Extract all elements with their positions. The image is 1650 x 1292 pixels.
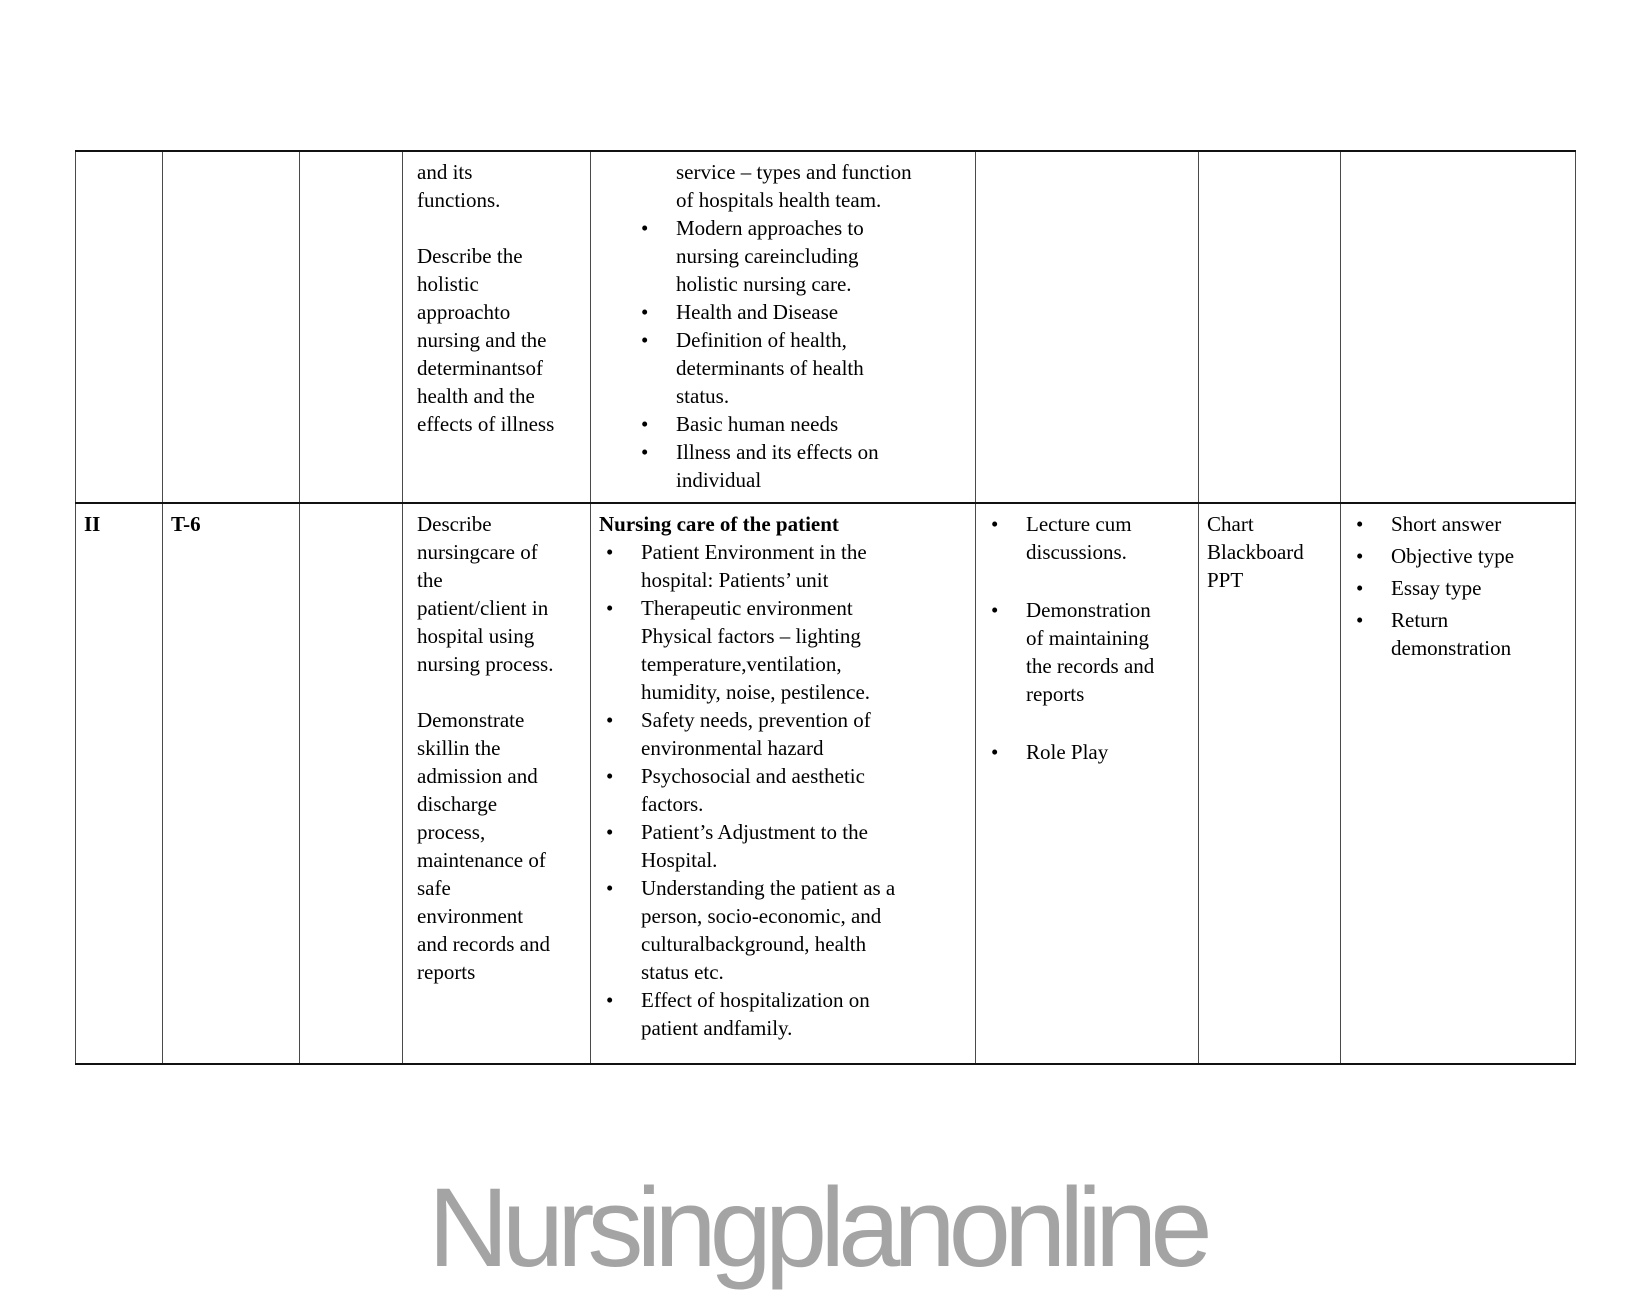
bullet-text: Basic human needs [676,412,839,436]
bullet-icon: • [1356,608,1364,632]
bullet-text: Lecture cum discussions. [1026,512,1132,564]
cell-r2c7-av-aids [1199,503,1341,1064]
bullet-item [634,438,967,494]
cell-r2c3 [300,503,403,1064]
bullet-text: Modern approaches to nursing careincluding holistic nursing care. [676,216,864,296]
bullet-icon: • [1356,512,1364,536]
cell-r1c5 [591,151,976,503]
bullet-icon: • [606,596,614,620]
bullet-icon: • [606,764,614,788]
cell-r1c2 [163,151,300,503]
bullet-text: Understanding the patient as a person, socio-economic, and culturalbackground, health status etc. [641,876,896,984]
cell-r1c3 [300,151,403,503]
bullet-text: Therapeutic environment Physical factors – lighting temperature,ventilation, humidity, noise, pestilence. [641,596,871,704]
bullet-text: Health and Disease [676,300,839,324]
objectives-text: Describe nursingcare of the patient/client in hospital using nursing process. Demonstrate skillin the admission and discharge process, maintenance of safe environment and records and reports [417,512,554,984]
assessment-list [1349,510,1567,662]
cell-r1c7 [1199,151,1341,503]
av-aids-text: Chart Blackboard PPT [1207,512,1304,592]
watermark: Nursingplanonline [428,1165,1206,1290]
bullet-icon: • [641,216,649,240]
bullet-text: Demonstration of maintaining the records and reports [1026,598,1155,706]
bullet-item [599,986,967,1042]
bullet-text: Role Play [1026,740,1109,764]
bullet-item [599,594,967,706]
cell-r2c4 [403,503,591,1064]
bullet-text: Return demonstration [1391,608,1512,660]
bullet-item [599,874,967,986]
bullet-icon: • [606,988,614,1012]
bullet-text: Definition of health, determinants of health status. [676,328,864,408]
bullet-text: Objective type [1391,544,1515,568]
bullet-text: Patient’s Adjustment to the Hospital. [641,820,868,872]
bullet-icon: • [606,708,614,732]
bullet-text: Psychosocial and aesthetic factors. [641,764,865,816]
bullet-icon: • [641,300,649,324]
content-list [599,538,967,1042]
bullet-icon: • [991,740,999,764]
cell-r2c8 [1341,503,1576,1064]
bullet-icon: • [1356,576,1364,600]
bullet-icon: • [641,412,649,436]
cell-r1c8 [1341,151,1576,503]
content-heading: Nursing care of the patient [599,512,839,536]
content-list [634,158,967,494]
bullet-item [984,510,1190,566]
cell-r2c2-hours [163,503,300,1064]
bullet-item [634,214,967,298]
cell-r2c6 [976,503,1199,1064]
unit-number: II [84,512,101,536]
bullet-item [599,762,967,818]
bullet-text: Illness and its effects on individual [676,440,879,492]
bullet-icon: • [641,440,649,464]
objectives-text: and its functions. Describe the holistic approachto nursing and the determinantsof health and the effects of illness [417,160,555,436]
teaching-activities-list [984,510,1190,766]
cell-r2c1-unit [76,503,163,1064]
bullet-continuation-text: service – types and function of hospitals health team. [676,160,912,212]
syllabus-table [75,150,1576,1065]
cell-r1c1 [76,151,163,503]
cell-r1c4 [403,151,591,503]
bullet-text: Short answer [1391,512,1502,536]
bullet-item [599,538,967,594]
bullet-icon: • [641,328,649,352]
table-row-2 [76,503,1576,1064]
bullet-item [1349,542,1567,570]
bullet-item [984,596,1190,708]
bullet-icon: • [991,598,999,622]
bullet-text: Effect of hospitalization on patient andfamily. [641,988,870,1040]
bullet-icon: • [1356,544,1364,568]
hours-code: T-6 [171,512,201,536]
bullet-item [599,818,967,874]
bullet-icon: • [606,876,614,900]
bullet-item [634,326,967,410]
bullet-item [1349,510,1567,538]
bullet-icon: • [606,540,614,564]
table-row-1 [76,151,1576,503]
bullet-item [599,706,967,762]
bullet-item [1349,606,1567,662]
bullet-item [634,298,967,326]
cell-r2c5 [591,503,976,1064]
cell-r1c6 [976,151,1199,503]
bullet-item [984,738,1190,766]
bullet-text: Patient Environment in the hospital: Patients’ unit [641,540,867,592]
bullet-icon: • [991,512,999,536]
bullet-icon: • [606,820,614,844]
bullet-text: Essay type [1391,576,1482,600]
bullet-item [1349,574,1567,602]
bullet-item [634,410,967,438]
bullet-text: Safety needs, prevention of environmental hazard [641,708,871,760]
